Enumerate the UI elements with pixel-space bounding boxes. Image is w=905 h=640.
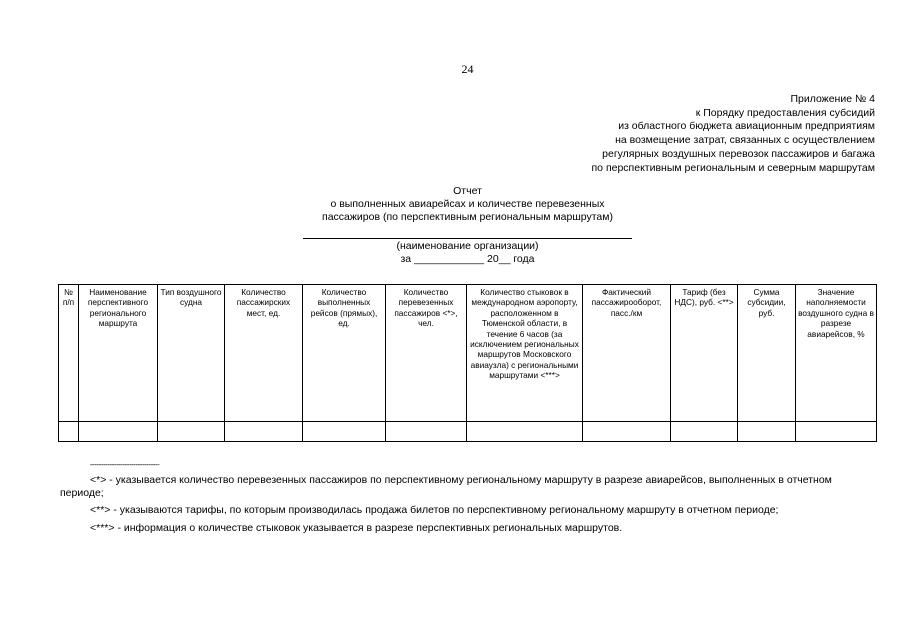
page-number: 24 bbox=[461, 62, 474, 76]
table-cell bbox=[79, 422, 158, 442]
table-cell bbox=[59, 422, 79, 442]
column-header-aircraft-type: Тип воздушного судна bbox=[158, 285, 225, 422]
footnote-connections: <***> - информация о количестве стыковок указывается в разрезе перспективных региональных маршрутов. bbox=[90, 521, 623, 534]
table-cell bbox=[158, 422, 225, 442]
organization-block bbox=[270, 240, 665, 266]
organization-name-line bbox=[303, 238, 632, 239]
column-header-route-name: Наименование перспективного регионального маршрута bbox=[79, 285, 158, 422]
table-header-row bbox=[59, 285, 877, 422]
report-subtitle: о выполненных авиарейсах и количестве перевезенных bbox=[330, 198, 605, 211]
table-cell bbox=[225, 422, 303, 442]
footnote-separator: -------------------------------- bbox=[90, 460, 160, 469]
appendix-line: из областного бюджета авиационным предприятиям bbox=[618, 120, 875, 133]
table-row bbox=[59, 422, 877, 442]
column-header-subsidy: Сумма субсидии, руб. bbox=[738, 285, 796, 422]
column-header-number: № п/п bbox=[59, 285, 79, 422]
column-header-seats: Количество пассажирских мест, ед. bbox=[225, 285, 303, 422]
appendix-line: регулярных воздушных перевозок пассажиров и багажа bbox=[602, 147, 875, 160]
table-cell bbox=[386, 422, 467, 442]
organization-caption: (наименование организации) bbox=[396, 240, 539, 252]
column-header-load-factor: Значение наполняемости воздушного судна в разрезе авиарейсов, % bbox=[796, 285, 877, 422]
column-header-tariff: Тариф (без НДС), руб. <**> bbox=[671, 285, 738, 422]
table-cell bbox=[583, 422, 671, 442]
report-subtitle: пассажиров (по перспективным региональным маршрутам) bbox=[322, 211, 613, 224]
appendix-line: Приложение № 4 bbox=[790, 93, 875, 105]
table-cell bbox=[467, 422, 583, 442]
footnote-tariffs: <**> - указываются тарифы, по которым производилась продажа билетов по перспективному региональному маршруту в отчетном периоде; bbox=[90, 504, 779, 517]
table-cell bbox=[671, 422, 738, 442]
appendix-line: по перспективным региональным и северным маршрутам bbox=[591, 161, 875, 174]
footnotes bbox=[60, 474, 876, 539]
report-period: за ____________ 20__ года bbox=[400, 253, 535, 265]
table-cell bbox=[796, 422, 877, 442]
column-header-flights: Количество выполненных рейсов (прямых), ед. bbox=[303, 285, 386, 422]
column-header-passenger-turnover: Фактический пассажирооборот, пасс./км bbox=[583, 285, 671, 422]
appendix-header bbox=[592, 93, 876, 175]
column-header-passengers: Количество перевезенных пассажиров <*>, чел. bbox=[386, 285, 467, 422]
report-table bbox=[58, 284, 877, 442]
appendix-line: к Порядку предоставления субсидий bbox=[695, 106, 875, 119]
appendix-line: на возмещение затрат, связанных с осуществлением bbox=[615, 134, 875, 147]
report-title-block bbox=[270, 185, 665, 225]
table-cell bbox=[738, 422, 796, 442]
column-header-connections: Количество стыковок в международном аэропорту, расположенном в Тюменской области, в течение 6 часов (за исключением региональных маршрутов Московского авиаузла) с региональными маршрутами <***> bbox=[467, 285, 583, 422]
report-title: Отчет bbox=[453, 185, 482, 197]
footnote-passengers: <*> - указывается количество перевезенных пассажиров по перспективному региональному маршруту в разрезе авиарейсов, выполненных в отчетном периоде; bbox=[60, 474, 832, 499]
table-cell bbox=[303, 422, 386, 442]
